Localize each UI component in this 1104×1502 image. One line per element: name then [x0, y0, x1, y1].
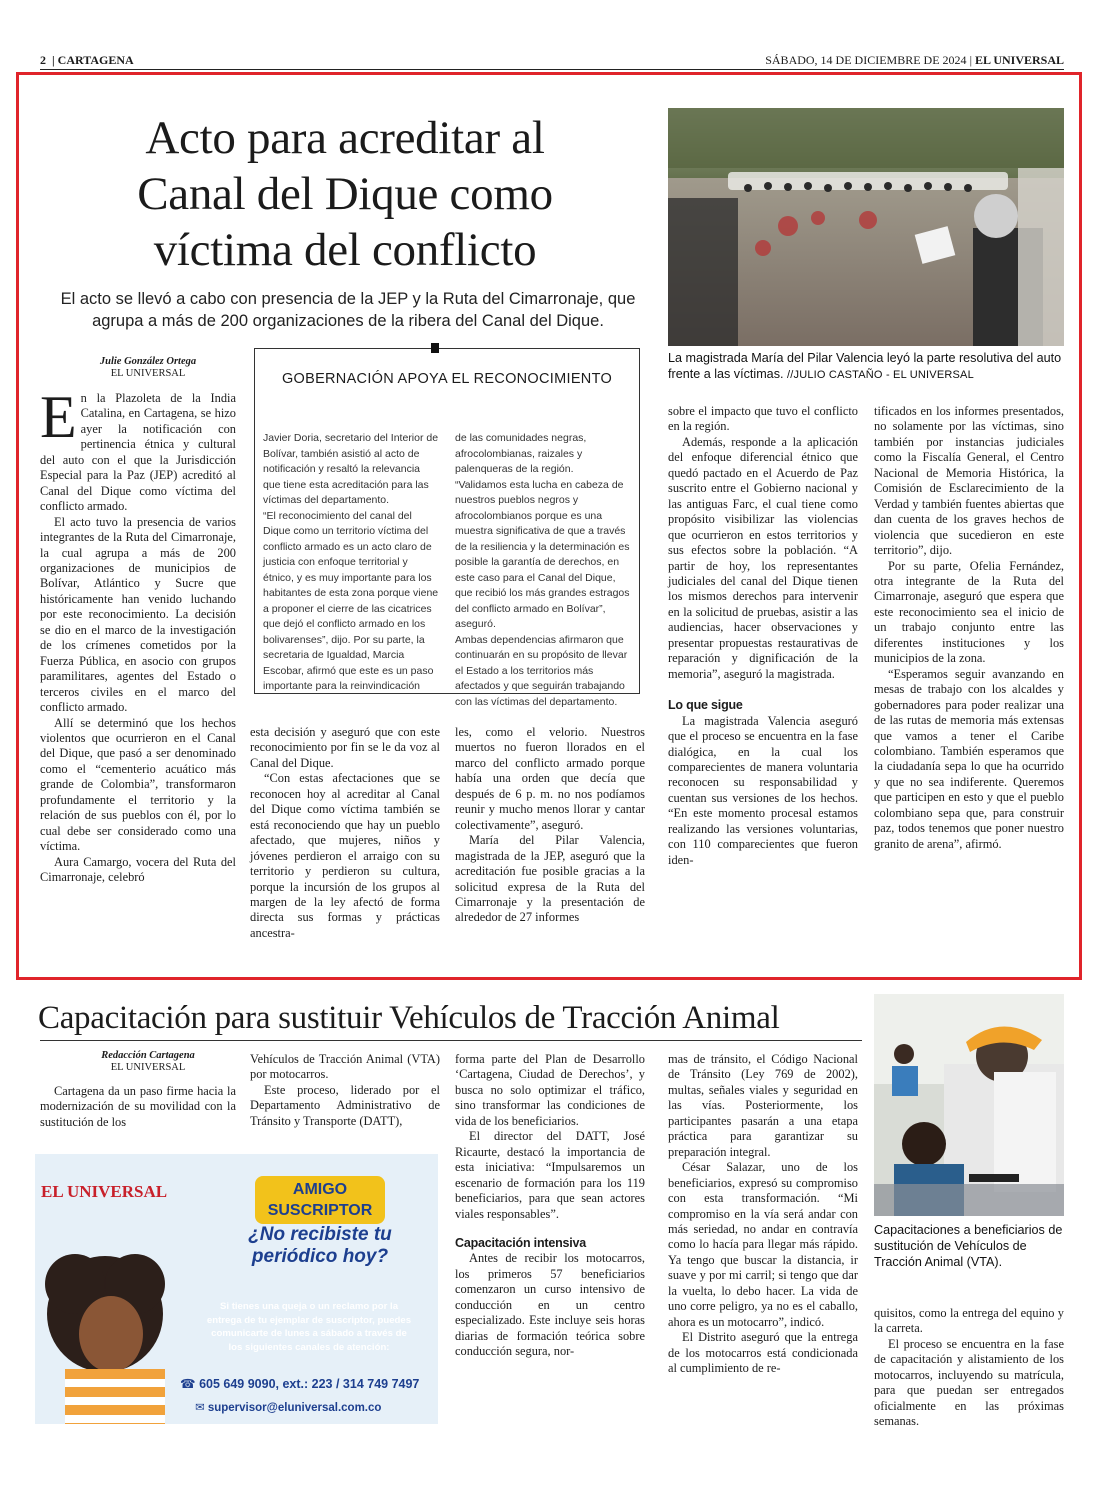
ad-body-line: entrega de tu ejemplar de suscriptor, puedes [206, 1314, 412, 1326]
article-photo [668, 108, 1064, 346]
sidebar-paragraph: “El reconocimiento del canal del Dique como un territorio víctima del conflicto armado es un acto claro de justicia con enfoque territorial y étnico, y es muy importante para los habitantes de esta zona porque viene a proponer el cierre de las cicatrices que dejó el conflicto armado en los bolivarenses”, dijo. Por su parte, la secretaria de Igualdad, Marcia Escobar, afirmó que este es un paso importante para la reinvindicación [263, 509, 439, 692]
sidebar-box [254, 348, 640, 708]
article2-column-5 [874, 1306, 1064, 1430]
paragraph: María del Pilar Valencia, magistrada de la JEP, aseguró que la acreditación fue posible gracias a la solicitud expresa de la Ruta del Cimarronaje y la presentación de alrededor de 27 informes [455, 833, 645, 925]
paragraph: Este proceso, liderado por el Departamento Administrativo de Tránsito y Transporte (DATT), [250, 1082, 440, 1128]
ad-body [185, 1300, 433, 1354]
author-org: EL UNIVERSAL [110, 1062, 186, 1073]
article-headline [50, 110, 640, 278]
sidebar-tick-mark [431, 343, 439, 353]
article2-byline [70, 1050, 226, 1074]
dropcap: E [40, 384, 77, 450]
headline-rule [40, 1040, 862, 1041]
ad-email-row[interactable] [195, 1400, 381, 1414]
ad-badge [255, 1176, 385, 1224]
article2-column-4 [668, 1052, 858, 1377]
paragraph: mas de tránsito, el Código Nacional de Tránsito (Ley 769 de 2002), multas, señales viales y seguridad en las vías. Posteriormente, los participantes pasarán a una etapa práctica para garantizar su preparación integral. [668, 1052, 858, 1159]
paragraph: n la Plazoleta de la India Catalina, en Cartagena, se hizo ayer la notificación con pertinencia étnica y cultural del auto con el que la Jurisdicción Especial para la Paz (JEP) acreditó al Canal del Dique como víctima del conflicto armado. [40, 391, 236, 514]
article2-photo-caption: Capacitaciones a beneficiarios de sustitución de Vehículos de Tracción Animal (VTA). [874, 1223, 1063, 1269]
ceremony-photo-illustration [668, 108, 1064, 346]
subhead-line: agrupa a más de 200 organizaciones de la ribera del Canal del Dique. [92, 312, 604, 330]
page-dateline: SÁBADO, 14 DE DICIEMBRE DE 2024 | EL UNIVERSAL [765, 53, 1064, 67]
article-subhead [48, 288, 648, 332]
badge-line: AMIGO [292, 1181, 348, 1198]
article2-photo [874, 994, 1064, 1216]
ad-body-line: Si tienes una queja o un reclamo por la [219, 1301, 399, 1312]
author-name: Julie González Ortega [99, 356, 197, 367]
article-column-3 [455, 725, 645, 926]
author-org: EL UNIVERSAL [110, 368, 186, 379]
sidebar-paragraph: Javier Doria, secretario del Interior de Bolívar, también asistió al acto de notificación y resaltó la relevancia que tiene esta acreditación para las víctimas del departamento. [263, 432, 439, 506]
ad-body-line: comunicarte de lunes a sábado a través de [211, 1328, 407, 1339]
caption-text: La magistrada María del Pilar Valencia leyó la parte resolutiva del auto frente a las víctimas. [668, 351, 1062, 381]
article2-column-1 [40, 1084, 236, 1130]
ad-email: supervisor@eluniversal.com.co [207, 1402, 382, 1414]
email-icon: ✉ [195, 1402, 205, 1414]
photo-caption [668, 350, 1064, 383]
section-subtitle: Lo que sigue [668, 698, 743, 713]
page-number: 2 [40, 53, 46, 67]
sidebar-column-left [263, 431, 439, 695]
date: SÁBADO, 14 DE DICIEMBRE DE 2024 [765, 53, 967, 67]
paragraph: Allí se determinó que los hechos violentos que ocurrieron en el Canal del Dique, que pasó a ser denominado como el “cementerio acuático más grande de Colombia”, transformaron profundamente el territorio y la relación de sus pueblos con él, por lo cual debe ser considerado como una víctima. [40, 715, 236, 854]
paragraph: Aura Camargo, vocera del Ruta del Cimarronaje, celebró [40, 854, 236, 885]
question-line: ¿No recibiste tu [248, 1224, 392, 1245]
paragraph: forma parte del Plan de Desarrollo ‘Cartagena, Ciudad de Derechos’, y busca no solo optimizar el tráfico, sino transformar las condiciones de vida de los beneficiarios. [455, 1052, 645, 1128]
paragraph: “Esperamos seguir avanzando en mesas de trabajo con los alcaldes y gobernadores para poder realizar una de las rutas de memoria más extensas que vamos a tener el Caribe colombiano. También esperamos que la ciudadanía sepa lo que ha ocurrido y que no sea indiferente. Queremos que participen en esto y que el pueblo colombiano sepa que, para construir paz, todos tenemos que poner nuestro granito de arena”, afirmó. [874, 666, 1064, 851]
photo-credit: //JULIO CASTAÑO - EL UNIVERSAL [786, 369, 974, 381]
ad-phone-row[interactable] [180, 1376, 419, 1391]
paragraph: sobre el impacto que tuvo el conflicto en la región. [668, 404, 858, 434]
article-column-5 [874, 404, 1064, 852]
paragraph: El director del DATT, José Ricaurte, destacó la importancia de esta iniciativa: “Impulsaremos un escenario de formación para los 119 beneficiarios, para que sean actores viales responsables”. [455, 1129, 645, 1221]
paragraph: César Salazar, uno de los beneficiarios, expresó su compromiso con esta transformación. “Mi compromiso en la vía será andar con más seriedad, no andar en contravía como lo hacía para llegar más rápido. Ya tengo que buscar la distancia, ir suave y por mi carril; si tengo que dar la vuelta, lo debo hacer. La vida de uno corre peligro, ya no es el caballo, ahora es un motocarro”, indicó. [668, 1160, 858, 1329]
article2-headline: Capacitación para sustituir Vehículos de Tracción Animal [38, 1000, 780, 1036]
headline-line: Canal del Dique como [137, 168, 553, 220]
subhead-line: El acto se llevó a cabo con presencia de la JEP y la Ruta del Cimarronaje, que [60, 290, 636, 308]
article-column-1 [40, 384, 236, 886]
question-line: periódico hoy? [251, 1246, 389, 1267]
paragraph: El Distrito aseguró que la entrega de los motocarros está condicionada al cumplimiento de re- [668, 1330, 858, 1376]
page-header [40, 52, 1064, 70]
paragraph: El proceso se encuentra en la fase de capacitación y alistamiento de los motocarros, incluyendo su matrícula, para que puedan ser entregados oficialmente en las próximas semanas. [874, 1336, 1064, 1429]
article2-column-2 [250, 1052, 440, 1129]
paragraph: esta decisión y aseguró que con este reconocimiento por fin se le da voz al Canal del Dique. [250, 725, 440, 770]
subscriber-ad[interactable] [35, 1154, 438, 1424]
article-column-2 [250, 725, 440, 941]
headline-line: víctima del conflicto [153, 224, 537, 276]
ad-question [230, 1224, 410, 1268]
ad-phone: 605 649 9090, ext.: 223 / 314 749 7497 [199, 1377, 420, 1391]
paragraph: La magistrada Valencia aseguró que el proceso se encuentra en la fase dialógica, en la cual los comparecientes de manera voluntaria reconocen su responsabilidad y cuentan sus versiones de los hechos. “En este momento procesal estamos realizando las versiones voluntarias, con 110 comparecientes que fueron iden- [668, 713, 858, 867]
paragraph: Por su parte, Ofelia Fernández, otra integrante de la Ruta del Cimarronaje, aseguró que espera que este reconocimiento sea el inicio de un trabajo conjunto entre las diferentes instituciones y los municipios de la zona. [874, 558, 1064, 666]
page-section-label: 2 | CARTAGENA [40, 53, 134, 67]
article2-column-3 [455, 1052, 645, 1360]
paragraph: Vehículos de Tracción Animal (VTA) por motocarros. [250, 1052, 440, 1082]
author-name: Redacción Cartagena [101, 1050, 195, 1061]
paper-name: EL UNIVERSAL [974, 53, 1064, 67]
section-subtitle: Capacitación intensiva [455, 1235, 587, 1250]
paragraph: tificados en los informes presentados, no solamente por las víctimas, sino también por instancias judiciales como la Fiscalía General, el Centro Nacional de Memoria Histórica, la Comisión de Esclarecimiento de la Verdad y también fuentes abiertas que dan cuenta de los graves hechos de violencia que sucedieron en este territorio”, dijo. [874, 404, 1064, 558]
paragraph: Antes de recibir los motocarros, los primeros 57 beneficiarios comenzaron un curso intensivo de conducción en un centro especializado. Este incluye seis horas diarias de formación teórica sobre conducción segura, nor- [455, 1251, 645, 1359]
ad-body-line: los siguientes canales de atención: [228, 1341, 390, 1353]
badge-line: SUSCRIPTOR [267, 1202, 373, 1219]
sidebar-title: GOBERNACIÓN APOYA EL RECONOCIMIENTO [281, 371, 613, 387]
headline-line: Acto para acreditar al [145, 112, 545, 164]
sidebar-paragraph: “Validamos esta lucha en cabeza de nuestros pueblos negros y afrocolombianos porque es una muestra significativa de que a través de la resiliencia y la determinación es posible la garantía de derechos, en este caso para el Canal del Dique, que recibió los más grandes estragos del conflicto armado en Bolívar”, aseguró. [455, 478, 630, 630]
training-photo-illustration [874, 994, 1064, 1216]
byline [70, 356, 226, 380]
paragraph: Cartagena da un paso firme hacia la modernización de su movilidad con la sustitución de los [40, 1084, 236, 1129]
phone-icon: ☎ [180, 1377, 196, 1391]
paragraph: les, como el velorio. Nuestros muertos no fueron llorados en el marco del conflicto armado porque había una orden que decía que después de 6 p. m. no nos podíamos reunir y mucho menos llorar y cantar colectivamente”, aseguró. [455, 725, 645, 832]
section-name: CARTAGENA [57, 53, 134, 67]
ad-brand-logo: EL UNIVERSAL [41, 1182, 168, 1201]
sidebar-column-right [455, 431, 631, 710]
paragraph: El acto tuvo la presencia de varios integrantes de la Ruta del Cimarronaje, la cual agrupa a más de 200 organizaciones de municipios de Bolívar, Atlántico y Sucre que históricamente han venido luchando por este reconocimiento. La decisión se dio en el marco de la investigación de los crímenes cometidos por la Fuerza Pública, en asocio con grupos paramilitares, agentes del Estado o terceros civiles en el marco del conflicto armado. [40, 514, 236, 715]
paragraph: quisitos, como la entrega del equino y la carreta. [874, 1306, 1064, 1336]
paragraph: Además, responde a la aplicación del enfoque diferencial étnico que quedó pactado en el Acuerdo de Paz suscrito entre el Gobierno nacional y las antiguas Farc, el cual tiene como propósito visibilizar las violencias que ocurrieron en estos territorios y sus efectos sobre la población. “A partir de hoy, los representantes judiciales del canal del Dique tienen los mismos derechos para intervenir en la solicitud de pruebas, asistir a las audiencias, hacer observaciones y presentar propuestas restaurativas de reparación y dignificación de la memoria”, aseguró la magistrada. [668, 434, 858, 681]
article-column-4 [668, 404, 858, 868]
sidebar-paragraph: de las comunidades negras, afrocolombianas, raizales y palenqueras de la región. [455, 432, 587, 475]
sidebar-paragraph: Ambas dependencias afirmaron que continuarán en su propósito de llevar el Estado a los territorios más afectados y que seguirán trabajando con las víctimas del departamento. [455, 633, 628, 708]
paragraph: “Con estas afectaciones que se reconocen hoy al acreditar al Canal del Dique como víctima también se está reconociendo que hay un pueblo afectado, que mujeres, niños y jóvenes perdieron el arraigo con su territorio y perdieron su cultura, porque la incursión de los grupos al margen de la ley afectó de forma directa sus formas y prácticas ancestra- [250, 771, 440, 940]
